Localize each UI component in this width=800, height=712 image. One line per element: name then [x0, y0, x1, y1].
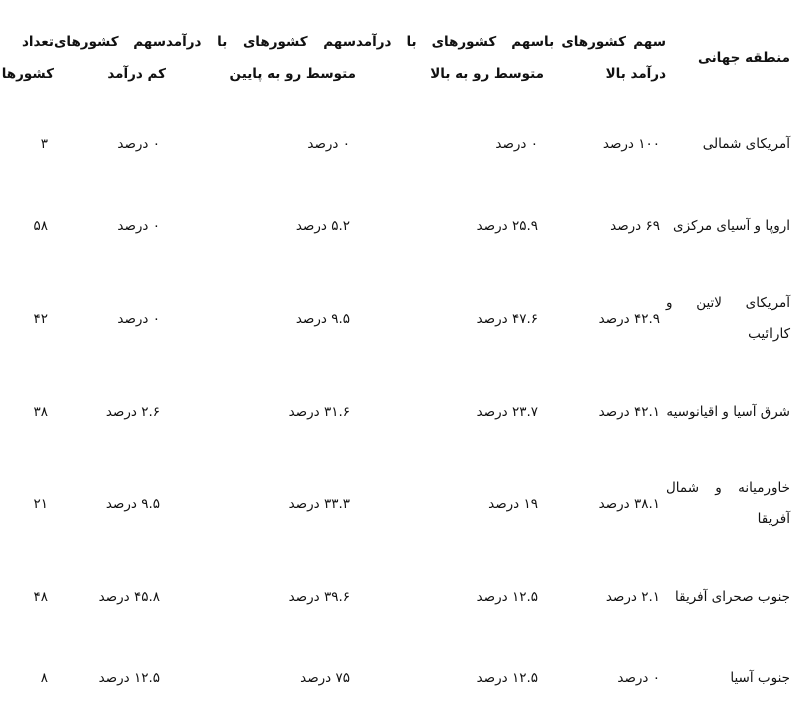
table-row — [4, 458, 794, 550]
header-region: منطقه جهانی — [697, 50, 790, 66]
table-body — [4, 108, 794, 712]
cell-lower-middle-income: ۳۹.۶ درصد — [288, 589, 350, 605]
cell-low-income: ۴۵.۸ درصد — [98, 589, 160, 605]
cell-region: خاورمیانه و شمال آفریقا — [666, 480, 790, 527]
cell-low-income: ۰ درصد — [117, 136, 160, 152]
cell-region: آمریکای لاتین و کارائیب — [666, 295, 790, 342]
cell-upper-middle-income: ۱۲.۵ درصد — [476, 670, 538, 686]
cell-low-income: ۰ درصد — [117, 311, 160, 327]
cell-lower-middle-income: ۷۵ درصد — [300, 670, 350, 686]
cell-lower-middle-income: ۳۳.۳ درصد — [288, 496, 350, 512]
cell-upper-middle-income: ۰ درصد — [495, 136, 538, 152]
cell-high-income: ۶۹ درصد — [610, 218, 660, 234]
cell-low-income: ۲.۶ درصد — [105, 404, 160, 420]
cell-lower-middle-income: ۹.۵ درصد — [295, 311, 350, 327]
cell-upper-middle-income: ۲۵.۹ درصد — [476, 218, 538, 234]
cell-region: جنوب صحرای آفریقا — [675, 588, 790, 605]
cell-country-count: ۳۸ — [33, 404, 48, 420]
cell-country-count: ۲۱ — [33, 496, 48, 512]
cell-country-count: ۵۸ — [33, 218, 48, 234]
cell-upper-middle-income: ۱۲.۵ درصد — [476, 589, 538, 605]
cell-country-count: ۸ — [40, 670, 48, 686]
cell-low-income: ۹.۵ درصد — [105, 496, 160, 512]
header-lower-middle-income: سهم کشورهای با درآمد متوسط رو به پایین — [166, 34, 356, 82]
cell-lower-middle-income: ۰ درصد — [307, 136, 350, 152]
cell-high-income: ۴۲.۹ درصد — [598, 311, 660, 327]
table-row — [4, 272, 794, 366]
cell-region: جنوب آسیا — [730, 669, 790, 686]
cell-upper-middle-income: ۲۳.۷ درصد — [476, 404, 538, 420]
table-row — [4, 644, 794, 712]
income-region-table — [1, 20, 794, 712]
cell-low-income: ۰ درصد — [117, 218, 160, 234]
cell-lower-middle-income: ۵.۲ درصد — [295, 218, 350, 234]
table-header — [1, 20, 794, 108]
header-low-income: سهم کشورهای کم درآمد — [54, 34, 166, 82]
header-row — [4, 20, 794, 108]
cell-country-count: ۳ — [40, 136, 48, 152]
header-country-count: تعداد کشورها — [1, 34, 54, 82]
header-upper-middle-income: سهم کشورهای با درآمد متوسط رو به بالا — [356, 34, 544, 82]
cell-high-income: ۲.۱ درصد — [605, 589, 660, 605]
table-row — [4, 550, 794, 644]
cell-country-count: ۴۸ — [33, 589, 48, 605]
table-row — [4, 180, 794, 272]
cell-country-count: ۴۲ — [33, 311, 48, 327]
cell-low-income: ۱۲.۵ درصد — [98, 670, 160, 686]
cell-high-income: ۰ درصد — [617, 670, 660, 686]
header-high-income: سهم کشورهای با درآمد بالا — [544, 34, 666, 82]
cell-upper-middle-income: ۱۹ درصد — [488, 496, 538, 512]
cell-region: آمریکای شمالی — [702, 135, 790, 152]
cell-high-income: ۳۸.۱ درصد — [598, 496, 660, 512]
cell-high-income: ۴۲.۱ درصد — [598, 404, 660, 420]
cell-high-income: ۱۰۰ درصد — [602, 136, 660, 152]
cell-upper-middle-income: ۴۷.۶ درصد — [476, 311, 538, 327]
table-row — [4, 366, 794, 458]
table-row — [4, 108, 794, 180]
cell-lower-middle-income: ۳۱.۶ درصد — [288, 404, 350, 420]
cell-region: اروپا و آسیای مرکزی — [673, 217, 790, 234]
cell-region: شرق آسیا و اقیانوسیه — [666, 403, 790, 420]
